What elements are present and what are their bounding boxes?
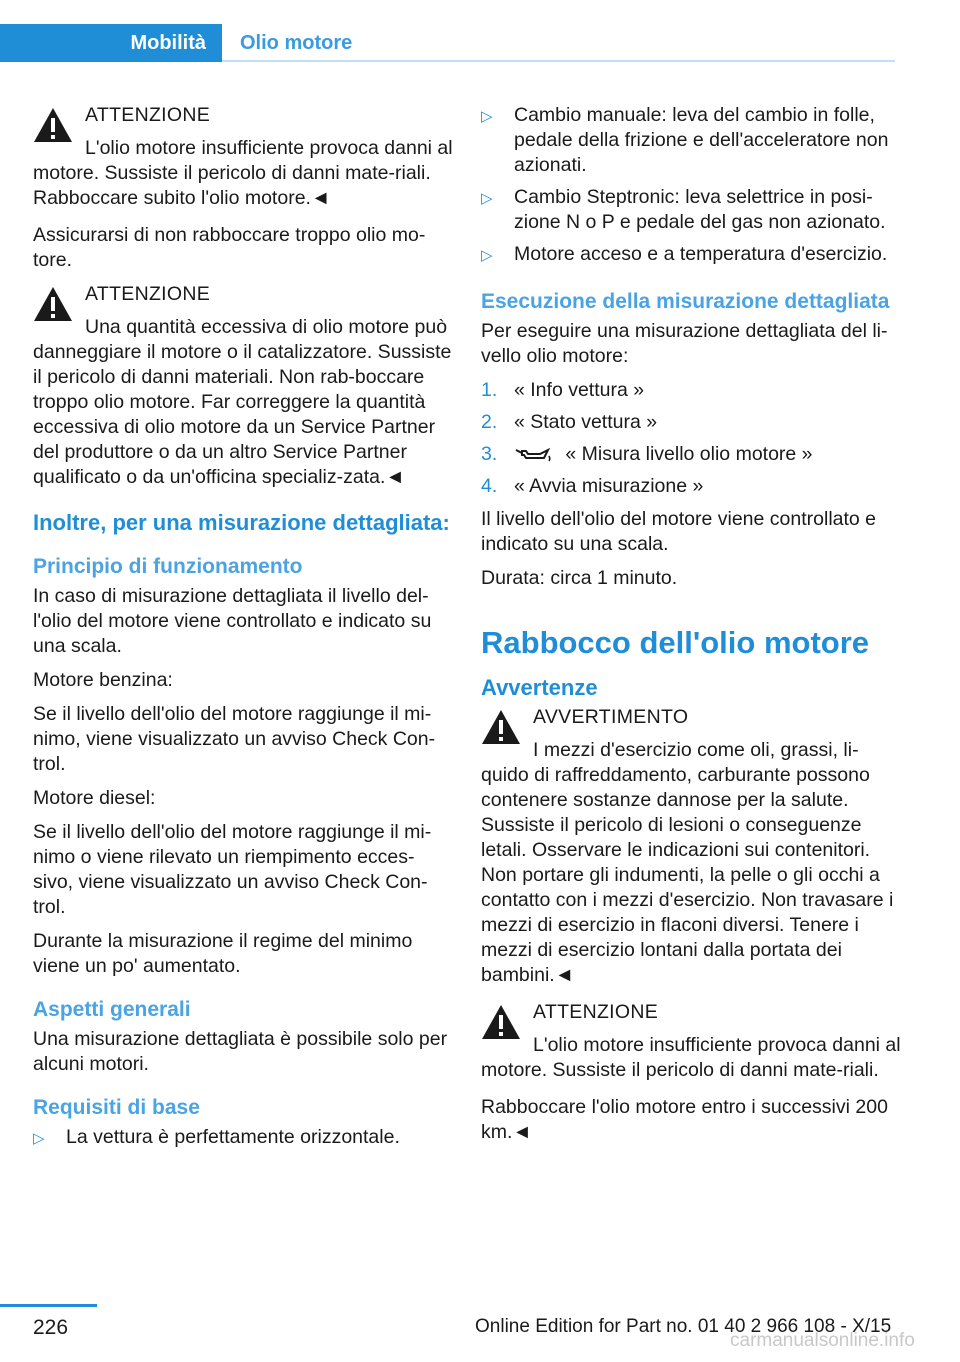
warning-text: Una quantità eccessiva di olio motore può danneggiare il motore o il catalizzatore. Sussiste il pericolo di danni materiali. Non rab-boccare troppo olio motore. Far correggere la quantità eccessiva di olio motore da un Service Partner del produttore o da un altro Service Partner qualificato o da un'officina specializ-zata.◄ [33,316,452,488]
warning-triangle-icon [481,1004,521,1040]
list-item [481,103,901,178]
paragraph: Se il livello dell'olio del motore raggiunge il mi-nimo, viene visualizzato un avviso Check Con-trol. [33,703,436,775]
step-item [481,442,901,467]
step-number: 1. [481,379,498,401]
subsection-heading: Esecuzione della misurazione dettagliata [481,290,890,313]
list-item-text: La vettura è perfettamente orizzontale. [66,1126,400,1148]
requirements-list [33,1125,453,1150]
warning-block [481,705,901,988]
triangle-bullet-icon: ▷ [33,1130,45,1147]
header-bar [0,24,895,62]
warning-title: AVVERTIMENTO [533,706,689,728]
tab-olio-motore[interactable]: Olio motore [240,32,353,54]
paragraph: Per eseguire una misurazione dettagliata del li-vello olio motore: [481,320,888,367]
watermark: carmanualsonline.info [730,1330,915,1351]
warning-block [33,103,453,211]
step-number: 3. [481,443,498,465]
right-column [481,103,901,1154]
chapter-heading: Rabbocco dell'olio motore [481,625,870,660]
triangle-bullet-icon: ▷ [481,190,493,207]
paragraph: Il livello dell'olio del motore viene controllato e indicato su una scala. [481,508,877,555]
list-item [481,185,901,235]
step-text: « Info vettura » [514,379,645,401]
step-item [481,474,901,499]
page-number: 226 [33,1316,69,1339]
warning-triangle-icon [33,286,73,322]
warning-triangle-icon [481,709,521,745]
footer-rule [0,1304,97,1307]
warning-block [481,1000,901,1083]
paragraph: In caso di misurazione dettagliata il livello del-l'olio del motore viene controllato e indicato su una scala. [33,585,432,657]
step-item [481,378,901,403]
steps-list [481,378,901,499]
warning-title: ATTENZIONE [85,283,211,305]
list-item-text: Cambio Steptronic: leva selettrice in posi-zione N o P e pedale del gas non azionato. [514,186,886,233]
section-heading: Avvertenze [481,675,598,700]
list-item-text: Motore acceso e a temperatura d'esercizio. [514,243,888,265]
paragraph: Una misurazione dettagliata è possibile solo per alcuni motori. [33,1028,448,1075]
warning-title: ATTENZIONE [85,104,211,126]
tab-mobilita[interactable]: Mobilità [0,24,222,62]
warning-title: ATTENZIONE [533,1001,659,1023]
paragraph: Assicurarsi di non rabboccare troppo olio mo-tore. [33,224,426,271]
warning-text: L'olio motore insufficiente provoca danni al motore. Sussiste il pericolo di danni mate-riali. Rabboccare subito l'olio motore.◄ [33,137,453,209]
step-number: 2. [481,411,498,433]
paragraph: Durante la misurazione il regime del minimo viene un po' aumentato. [33,930,413,977]
paragraph: Se il livello dell'olio del motore raggiunge il mi-nimo o viene rilevato un riempimento ecces-sivo, viene visualizzato un avviso Check Con-trol. [33,821,432,918]
triangle-bullet-icon: ▷ [481,108,493,125]
paragraph: Motore benzina: [33,669,173,691]
warning-text: L'olio motore insufficiente provoca danni al motore. Sussiste il pericolo di danni mate-riali. [481,1034,901,1081]
header-rule [222,60,895,62]
subsection-heading: Requisiti di base [33,1096,200,1119]
list-item [481,242,901,267]
step-number: 4. [481,475,498,497]
subsection-heading: Principio di funzionamento [33,555,303,578]
step-item [481,410,901,435]
edition-note: Online Edition for Part no. 01 40 2 966 108 - X/15 [475,1316,892,1337]
subsection-heading: Aspetti generali [33,998,191,1021]
warning-text: I mezzi d'esercizio come oli, grassi, li-quido di raffreddamento, carburante possono contenere sostanze dannose per la salute. Sussiste il pericolo di lesioni o conseguenze letali. Osservare le indicazioni sui contenitori. Non portare gli indumenti, la pelle o gli occhi a contatto con i mezzi d'esercizio. Non travasare i mezzi di esercizio in flaconi diversi. Tenere i mezzi di esercizio lontani dalla portata dei bambini.◄ [481,739,894,986]
paragraph: Motore diesel: [33,787,156,809]
triangle-bullet-icon: ▷ [481,247,493,264]
section-heading: Inoltre, per una misurazione dettagliata: [33,510,450,535]
left-column [33,103,453,1157]
warning-triangle-icon [33,107,73,143]
oil-can-icon [514,446,552,464]
paragraph: Rabboccare l'olio motore entro i successivi 200 km.◄ [481,1096,888,1143]
paragraph: Durata: circa 1 minuto. [481,567,678,589]
step-text: « Avvia misurazione » [514,475,704,497]
requirements-list-continued [481,103,901,267]
warning-block [33,282,453,490]
list-item-text: Cambio manuale: leva del cambio in folle, pedale della frizione e dell'acceleratore non azionati. [514,104,889,176]
step-text: « Misura livello olio motore » [565,443,813,465]
step-text: « Stato vettura » [514,411,658,433]
list-item [33,1125,453,1150]
